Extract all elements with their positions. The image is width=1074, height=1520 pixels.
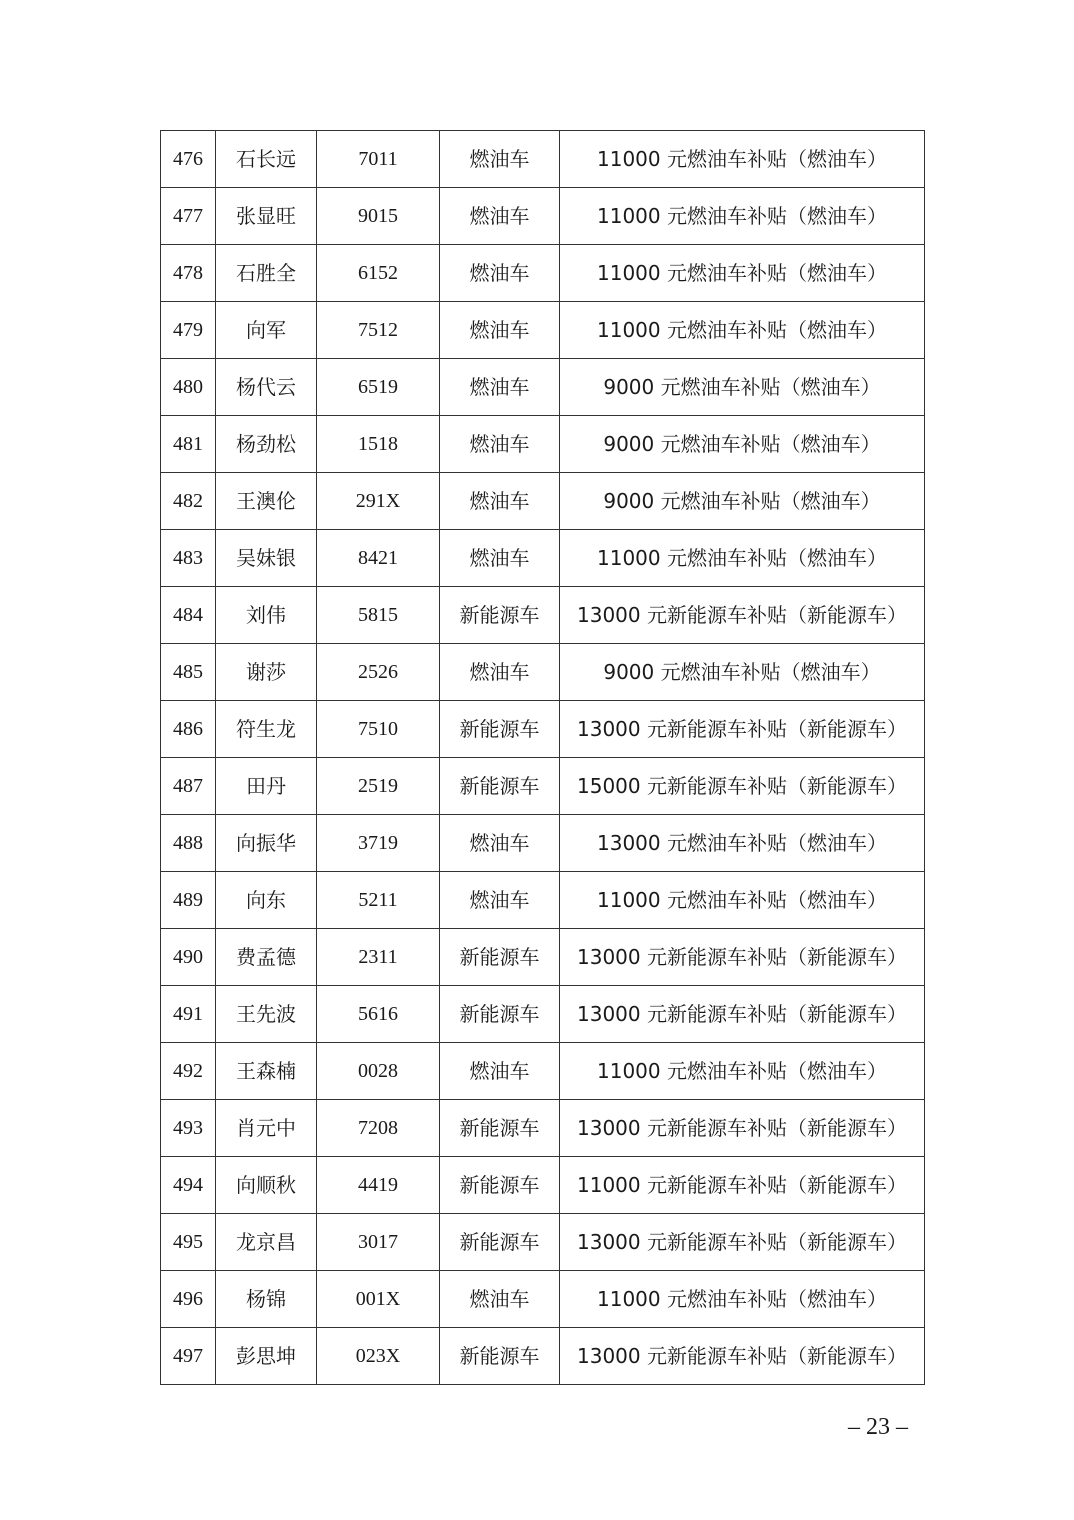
id-suffix-cell: 7208 bbox=[317, 1100, 440, 1157]
vehicle-type-cell: 新能源车 bbox=[440, 758, 560, 815]
id-suffix-cell: 2519 bbox=[317, 758, 440, 815]
id-suffix-cell: 3017 bbox=[317, 1214, 440, 1271]
vehicle-type-cell: 燃油车 bbox=[440, 644, 560, 701]
subsidy-cell: 13000 元新能源车补贴（新能源车） bbox=[560, 701, 925, 758]
row-number-cell: 494 bbox=[161, 1157, 216, 1214]
vehicle-type-cell: 燃油车 bbox=[440, 530, 560, 587]
table-row bbox=[161, 1214, 925, 1271]
table-row bbox=[161, 701, 925, 758]
subsidy-table bbox=[160, 130, 925, 1385]
vehicle-type-cell: 新能源车 bbox=[440, 1214, 560, 1271]
row-number-cell: 477 bbox=[161, 188, 216, 245]
subsidy-cell: 11000 元燃油车补贴（燃油车） bbox=[560, 1271, 925, 1328]
vehicle-type-cell: 新能源车 bbox=[440, 1328, 560, 1385]
name-cell: 杨锦 bbox=[216, 1271, 317, 1328]
table-row bbox=[161, 131, 925, 188]
name-cell: 王澳伦 bbox=[216, 473, 317, 530]
id-suffix-cell: 7011 bbox=[317, 131, 440, 188]
row-number-cell: 495 bbox=[161, 1214, 216, 1271]
subsidy-cell: 13000 元新能源车补贴（新能源车） bbox=[560, 1214, 925, 1271]
id-suffix-cell: 2526 bbox=[317, 644, 440, 701]
name-cell: 王森楠 bbox=[216, 1043, 317, 1100]
table-row bbox=[161, 986, 925, 1043]
page-number: – 23 – bbox=[848, 1414, 908, 1440]
vehicle-type-cell: 新能源车 bbox=[440, 986, 560, 1043]
row-number-cell: 483 bbox=[161, 530, 216, 587]
table-row bbox=[161, 644, 925, 701]
id-suffix-cell: 9015 bbox=[317, 188, 440, 245]
table-row bbox=[161, 1157, 925, 1214]
subsidy-cell: 15000 元新能源车补贴（新能源车） bbox=[560, 758, 925, 815]
id-suffix-cell: 3719 bbox=[317, 815, 440, 872]
id-suffix-cell: 6152 bbox=[317, 245, 440, 302]
id-suffix-cell: 2311 bbox=[317, 929, 440, 986]
row-number-cell: 480 bbox=[161, 359, 216, 416]
subsidy-cell: 9000 元燃油车补贴（燃油车） bbox=[560, 644, 925, 701]
name-cell: 肖元中 bbox=[216, 1100, 317, 1157]
subsidy-cell: 9000 元燃油车补贴（燃油车） bbox=[560, 473, 925, 530]
row-number-cell: 485 bbox=[161, 644, 216, 701]
vehicle-type-cell: 燃油车 bbox=[440, 131, 560, 188]
row-number-cell: 487 bbox=[161, 758, 216, 815]
table-row bbox=[161, 1043, 925, 1100]
table-row bbox=[161, 302, 925, 359]
row-number-cell: 478 bbox=[161, 245, 216, 302]
id-suffix-cell: 023X bbox=[317, 1328, 440, 1385]
table-row bbox=[161, 1271, 925, 1328]
subsidy-cell: 11000 元燃油车补贴（燃油车） bbox=[560, 530, 925, 587]
subsidy-cell: 11000 元燃油车补贴（燃油车） bbox=[560, 1043, 925, 1100]
id-suffix-cell: 6519 bbox=[317, 359, 440, 416]
table-row bbox=[161, 872, 925, 929]
subsidy-cell: 11000 元新能源车补贴（新能源车） bbox=[560, 1157, 925, 1214]
row-number-cell: 479 bbox=[161, 302, 216, 359]
table-row bbox=[161, 416, 925, 473]
name-cell: 吴妹银 bbox=[216, 530, 317, 587]
name-cell: 向振华 bbox=[216, 815, 317, 872]
table-row bbox=[161, 587, 925, 644]
id-suffix-cell: 5616 bbox=[317, 986, 440, 1043]
row-number-cell: 496 bbox=[161, 1271, 216, 1328]
vehicle-type-cell: 燃油车 bbox=[440, 872, 560, 929]
name-cell: 杨代云 bbox=[216, 359, 317, 416]
id-suffix-cell: 5211 bbox=[317, 872, 440, 929]
subsidy-cell: 13000 元新能源车补贴（新能源车） bbox=[560, 587, 925, 644]
subsidy-cell: 11000 元燃油车补贴（燃油车） bbox=[560, 188, 925, 245]
table-row bbox=[161, 245, 925, 302]
name-cell: 谢莎 bbox=[216, 644, 317, 701]
table-row bbox=[161, 473, 925, 530]
subsidy-cell: 13000 元新能源车补贴（新能源车） bbox=[560, 1100, 925, 1157]
subsidy-cell: 11000 元燃油车补贴（燃油车） bbox=[560, 302, 925, 359]
vehicle-type-cell: 燃油车 bbox=[440, 359, 560, 416]
subsidy-cell: 13000 元燃油车补贴（燃油车） bbox=[560, 815, 925, 872]
subsidy-table-body bbox=[161, 131, 925, 1385]
vehicle-type-cell: 燃油车 bbox=[440, 1043, 560, 1100]
row-number-cell: 486 bbox=[161, 701, 216, 758]
table-row bbox=[161, 815, 925, 872]
subsidy-cell: 11000 元燃油车补贴（燃油车） bbox=[560, 245, 925, 302]
vehicle-type-cell: 燃油车 bbox=[440, 416, 560, 473]
subsidy-cell: 13000 元新能源车补贴（新能源车） bbox=[560, 1328, 925, 1385]
name-cell: 龙京昌 bbox=[216, 1214, 317, 1271]
vehicle-type-cell: 燃油车 bbox=[440, 473, 560, 530]
id-suffix-cell: 8421 bbox=[317, 530, 440, 587]
row-number-cell: 493 bbox=[161, 1100, 216, 1157]
name-cell: 向东 bbox=[216, 872, 317, 929]
name-cell: 符生龙 bbox=[216, 701, 317, 758]
subsidy-cell: 13000 元新能源车补贴（新能源车） bbox=[560, 929, 925, 986]
vehicle-type-cell: 燃油车 bbox=[440, 245, 560, 302]
vehicle-type-cell: 燃油车 bbox=[440, 188, 560, 245]
table-row bbox=[161, 359, 925, 416]
table-row bbox=[161, 1100, 925, 1157]
row-number-cell: 492 bbox=[161, 1043, 216, 1100]
id-suffix-cell: 1518 bbox=[317, 416, 440, 473]
row-number-cell: 484 bbox=[161, 587, 216, 644]
row-number-cell: 482 bbox=[161, 473, 216, 530]
row-number-cell: 489 bbox=[161, 872, 216, 929]
table-row bbox=[161, 530, 925, 587]
vehicle-type-cell: 燃油车 bbox=[440, 302, 560, 359]
subsidy-cell: 9000 元燃油车补贴（燃油车） bbox=[560, 416, 925, 473]
table-row bbox=[161, 929, 925, 986]
row-number-cell: 476 bbox=[161, 131, 216, 188]
row-number-cell: 481 bbox=[161, 416, 216, 473]
row-number-cell: 497 bbox=[161, 1328, 216, 1385]
name-cell: 石长远 bbox=[216, 131, 317, 188]
table-row bbox=[161, 188, 925, 245]
table-row bbox=[161, 1328, 925, 1385]
id-suffix-cell: 7512 bbox=[317, 302, 440, 359]
row-number-cell: 490 bbox=[161, 929, 216, 986]
id-suffix-cell: 291X bbox=[317, 473, 440, 530]
name-cell: 费孟德 bbox=[216, 929, 317, 986]
id-suffix-cell: 7510 bbox=[317, 701, 440, 758]
name-cell: 石胜全 bbox=[216, 245, 317, 302]
vehicle-type-cell: 燃油车 bbox=[440, 1271, 560, 1328]
name-cell: 杨劲松 bbox=[216, 416, 317, 473]
name-cell: 王先波 bbox=[216, 986, 317, 1043]
subsidy-cell: 11000 元燃油车补贴（燃油车） bbox=[560, 872, 925, 929]
subsidy-cell: 9000 元燃油车补贴（燃油车） bbox=[560, 359, 925, 416]
vehicle-type-cell: 新能源车 bbox=[440, 1100, 560, 1157]
vehicle-type-cell: 新能源车 bbox=[440, 587, 560, 644]
row-number-cell: 491 bbox=[161, 986, 216, 1043]
subsidy-cell: 13000 元新能源车补贴（新能源车） bbox=[560, 986, 925, 1043]
name-cell: 刘伟 bbox=[216, 587, 317, 644]
id-suffix-cell: 4419 bbox=[317, 1157, 440, 1214]
vehicle-type-cell: 新能源车 bbox=[440, 1157, 560, 1214]
name-cell: 张显旺 bbox=[216, 188, 317, 245]
table-row bbox=[161, 758, 925, 815]
id-suffix-cell: 5815 bbox=[317, 587, 440, 644]
vehicle-type-cell: 新能源车 bbox=[440, 929, 560, 986]
subsidy-cell: 11000 元燃油车补贴（燃油车） bbox=[560, 131, 925, 188]
name-cell: 向顺秋 bbox=[216, 1157, 317, 1214]
vehicle-type-cell: 燃油车 bbox=[440, 815, 560, 872]
name-cell: 田丹 bbox=[216, 758, 317, 815]
vehicle-type-cell: 新能源车 bbox=[440, 701, 560, 758]
id-suffix-cell: 001X bbox=[317, 1271, 440, 1328]
name-cell: 向军 bbox=[216, 302, 317, 359]
id-suffix-cell: 0028 bbox=[317, 1043, 440, 1100]
row-number-cell: 488 bbox=[161, 815, 216, 872]
name-cell: 彭思坤 bbox=[216, 1328, 317, 1385]
